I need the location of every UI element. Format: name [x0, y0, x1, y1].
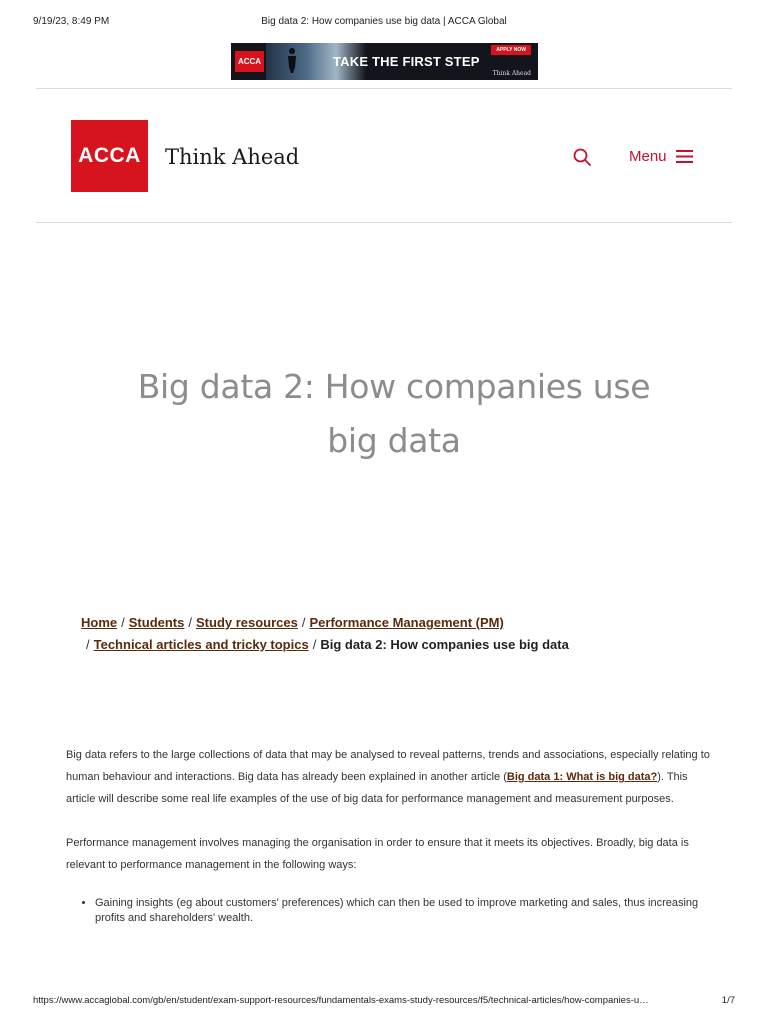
page-title-line2: big data	[327, 421, 461, 460]
print-datetime: 9/19/23, 8:49 PM	[33, 16, 110, 27]
page-title-line1: Big data 2: How companies use	[137, 367, 651, 406]
breadcrumb-separator: /	[312, 637, 317, 652]
breadcrumb-performance-management[interactable]: Performance Management (PM)	[309, 615, 504, 630]
paragraph-text: ). This article will describe some real life examples of the use of big data for performance management and measurement purposes.	[66, 771, 688, 805]
print-page-title: Big data 2: How companies use big data | ACCA Global	[261, 16, 507, 27]
print-url: https://www.accaglobal.com/gb/en/student/exam-support-resources/fundamentals-exams-study-resources/f5/technical-articles/how-companies-u…	[33, 995, 649, 1006]
ad-banner[interactable]	[231, 43, 538, 80]
breadcrumb-separator: /	[121, 615, 125, 630]
print-footer	[33, 995, 735, 1009]
menu-button[interactable]	[629, 145, 693, 167]
breadcrumb-current: Big data 2: How companies use big data	[320, 637, 569, 652]
breadcrumb-home[interactable]: Home	[81, 615, 118, 630]
think-ahead-tagline: Think Ahead	[165, 145, 300, 169]
breadcrumb-separator: /	[188, 615, 192, 630]
page-title	[120, 360, 668, 468]
header-top-divider	[36, 88, 732, 89]
print-page-number: 1/7	[721, 995, 735, 1006]
banner-apply-button[interactable]: APPLY NOW	[491, 45, 531, 55]
breadcrumb-study-resources[interactable]: Study resources	[196, 615, 298, 630]
article-paragraph: Performance management involves managing the organisation in order to ensure that it meets its objectives. Broadly, big data is relevant to performance management in the following ways:	[66, 837, 689, 871]
breadcrumb-technical-articles[interactable]: Technical articles and tricky topics	[93, 637, 309, 652]
article-body	[66, 744, 716, 926]
menu-label: Menu	[629, 147, 667, 165]
breadcrumb-separator: /	[301, 615, 306, 630]
search-icon	[572, 147, 592, 167]
hamburger-icon	[676, 149, 693, 164]
header-bottom-divider	[36, 222, 732, 223]
banner-tagline: TAKE THE FIRST STEP	[333, 54, 480, 69]
article-bullet-list	[66, 896, 716, 926]
banner-acca-logo: ACCA	[235, 51, 264, 72]
list-item: • Gaining insights (eg about customers' preferences) which can then be used to improve marketing and sales, thus increasing profits and shareholders' wealth.	[95, 896, 716, 926]
breadcrumb-separator: /	[86, 637, 90, 652]
acca-logo[interactable]: ACCA	[71, 120, 148, 192]
banner-think-ahead: Think Ahead	[492, 70, 531, 77]
breadcrumb-students[interactable]: Students	[128, 615, 185, 630]
breadcrumb	[81, 612, 641, 656]
big-data-1-link[interactable]: Big data 1: What is big data?	[506, 771, 658, 783]
climber-icon	[286, 47, 298, 73]
paragraph-text: Big data refers to the large collections of data that may be analysed to reveal patterns, trends and associations, especially relating to human behaviour and interactions. Big data has already been explained in another article (	[66, 749, 710, 783]
article-paragraph	[66, 744, 716, 810]
print-header	[33, 16, 735, 30]
search-button[interactable]	[572, 147, 592, 167]
